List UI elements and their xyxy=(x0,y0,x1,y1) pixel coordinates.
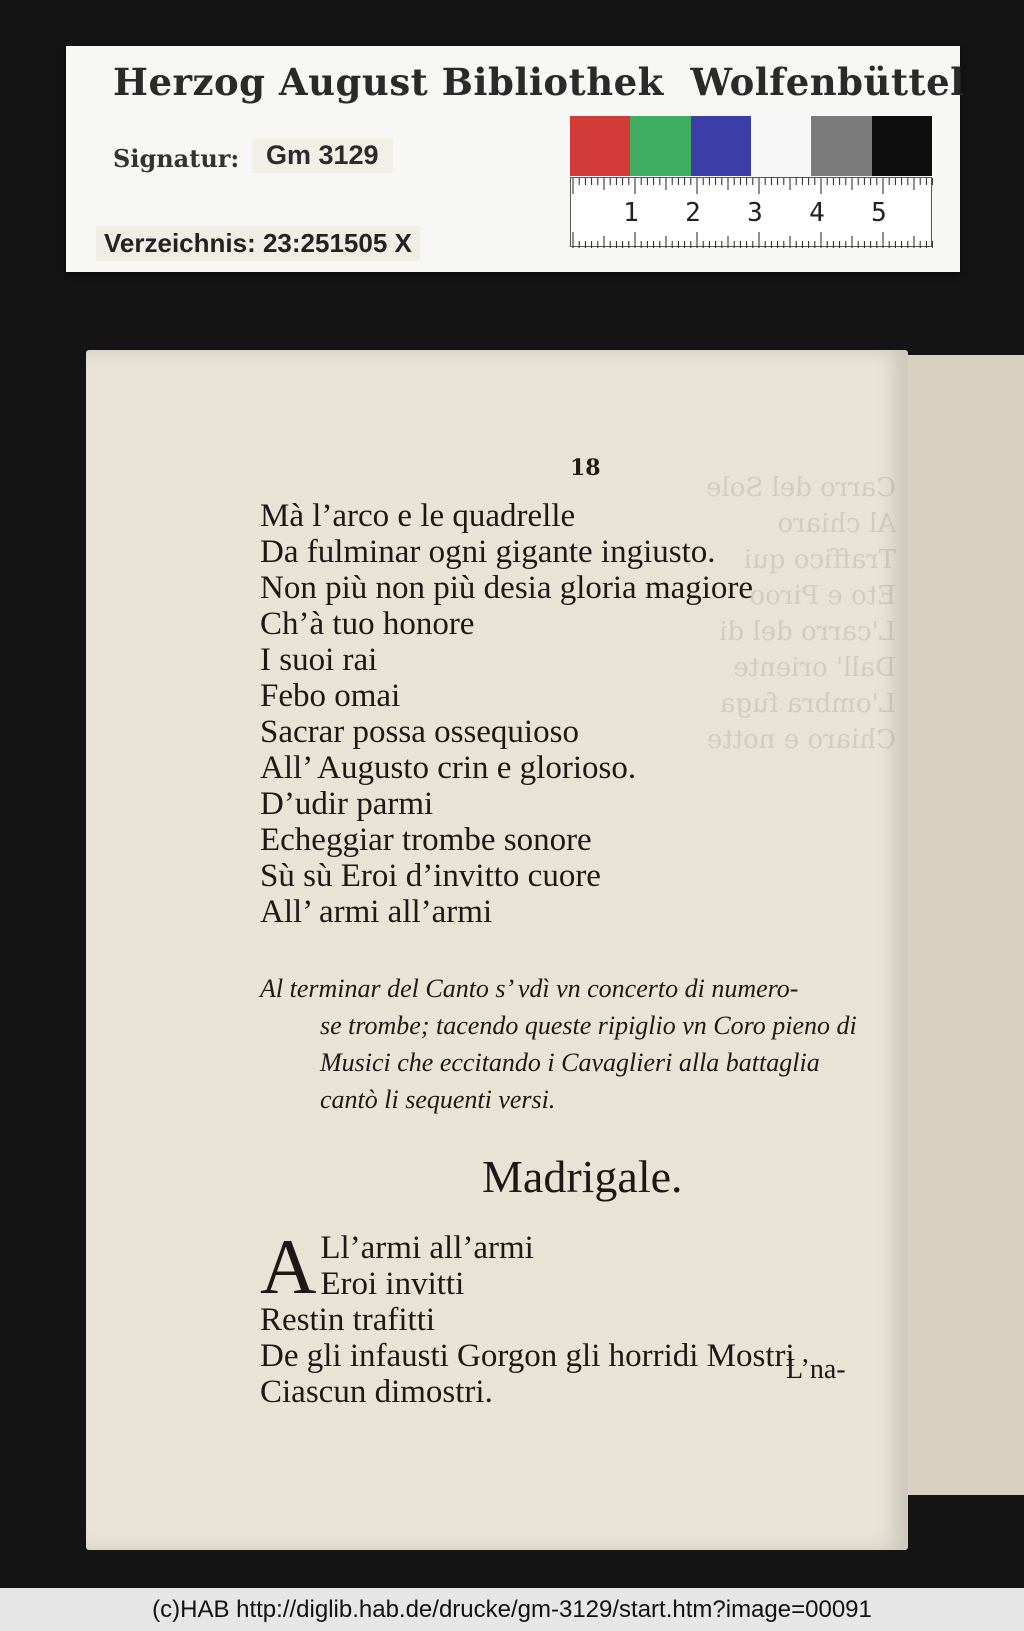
credit-footer xyxy=(0,1588,1024,1631)
verse-block xyxy=(260,498,753,930)
ruler-number: 5 xyxy=(871,198,887,228)
color-swatch xyxy=(751,116,811,176)
show-through-text: Carro del Sole Al chiaro Traffico qui Eto e Piroo L'carro del di Dall' oriente L'ombra fuga Chiaro e notte xyxy=(706,473,896,755)
stage-direction-line: se trombe; tacendo queste ripiglio vn Coro pieno di xyxy=(320,1011,857,1040)
verse-line: All’ armi all’armi xyxy=(260,894,493,930)
book-page xyxy=(86,350,908,1550)
verse-line: D’udir parmi xyxy=(260,786,434,822)
verse-line: I suoi rai xyxy=(260,642,378,678)
madrigal-line: De gli infausti Gorgon gli horridi Mostri xyxy=(260,1338,795,1374)
verse-line: Ch’à tuo honore xyxy=(260,606,475,642)
facing-page-edge xyxy=(905,355,1024,1495)
madrigal-line: Restin trafitti xyxy=(260,1302,436,1338)
madrigal-line: Ll’armi all’armi xyxy=(320,1230,534,1266)
color-calibration-chart xyxy=(570,116,932,176)
verse-line: Echeggiar trombe sonore xyxy=(260,822,592,858)
stage-direction xyxy=(260,970,900,1118)
verse-line: Sù sù Eroi d’invitto cuore xyxy=(260,858,601,894)
color-swatch xyxy=(811,116,871,176)
color-swatch xyxy=(872,116,932,176)
stage-direction-line: Al terminar del Canto s’ vdì vn concerto di numero- xyxy=(260,974,799,1003)
color-swatch xyxy=(691,116,751,176)
signatur-label: Signatur: xyxy=(113,144,240,173)
color-swatch xyxy=(570,116,630,176)
drop-cap: A xyxy=(260,1223,317,1310)
verzeichnis-label: Verzeichnis: 23:251505 X xyxy=(96,226,420,261)
madrigal-line: Ciascun dimostri. xyxy=(260,1374,493,1410)
library-title: Herzog August Bibliothek Wolfenbüttel xyxy=(113,60,965,104)
madrigal-verse xyxy=(260,1223,795,1410)
stage-direction-line: cantò li sequenti versi. xyxy=(320,1085,556,1114)
ruler-number: 3 xyxy=(747,198,763,228)
page-number: 18 xyxy=(570,455,601,481)
verse-line: Mà l’arco e le quadrelle xyxy=(260,498,576,534)
verse-line: Non più non più desia gloria magiore xyxy=(260,570,754,606)
verse-line: Febo omai xyxy=(260,678,401,714)
color-swatch xyxy=(630,116,690,176)
credit-text: (c)HAB http://diglib.hab.de/drucke/gm-3129/start.htm?image=00091 xyxy=(152,1595,872,1623)
verse-line: Sacrar possa ossequioso xyxy=(260,714,579,750)
ruler-number: 4 xyxy=(809,198,825,228)
stage-direction-line: Musici che eccitando i Cavaglieri alla battaglia xyxy=(320,1048,820,1077)
catchword: L’na- xyxy=(786,1354,846,1385)
ruler-number: 2 xyxy=(685,198,701,228)
verse-line: All’ Augusto crin e glorioso. xyxy=(260,750,637,786)
scale-ruler xyxy=(570,177,932,247)
archive-header-card xyxy=(66,46,965,272)
verse-line: Da fulminar ogni gigante ingiusto. xyxy=(260,534,716,570)
ruler-number: 1 xyxy=(623,198,639,228)
signatur-value: Gm 3129 xyxy=(252,138,393,173)
madrigal-line: Eroi invitti xyxy=(320,1266,465,1302)
madrigal-title: Madrigale. xyxy=(482,1151,683,1202)
